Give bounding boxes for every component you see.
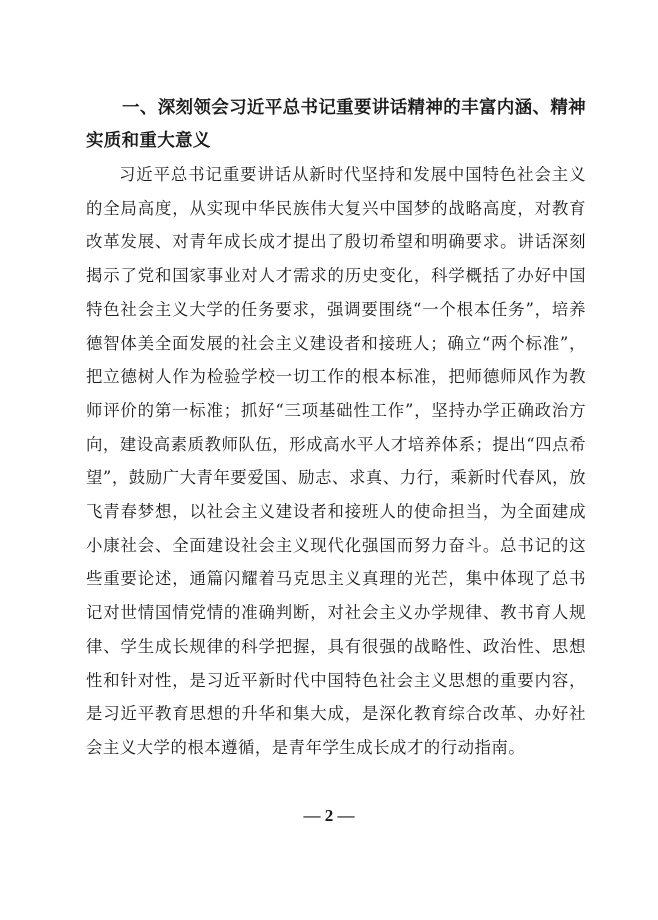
page-number: — 2 — [303,806,355,825]
document-body [86,92,586,765]
section-heading: 一、深刻领会习近平总书记重要讲话精神的丰富内涵、精神实质和重大意义 [86,98,586,151]
body-paragraph: 习近平总书记重要讲话从新时代坚持和发展中国特色社会主义的全局高度，从实现中华民族伟大复兴中国梦的战略高度，对教育改革发展、对青年成长成才提出了殷切希望和明确要求。讲话深刻揭示了党和国家事业对人才需求的历史变化，科学概括了办好中国特色社会主义大学的任务要求，强调要围绕“一个根本任务”，培养德智体美全面发展的社会主义建设者和接班人；确立“两个标准”，把立德树人作为检验学校一切工作的根本标准，把师德师风作为教师评价的第一标准；抓好“三项基础性工作”，坚持办学正确政治方向，建设高素质教师队伍，形成高水平人才培养体系；提出“四点希望”，鼓励广大青年要爱国、励志、求真、力行，乘新时代春风，放飞青春梦想，以社会主义建设者和接班人的使命担当，为全面建成小康社会、全面建设社会主义现代化强国而努力奋斗。总书记的这些重要论述，通篇闪耀着马克思主义真理的光芒，集中体现了总书记对世情国情党情的准确判断，对社会主义办学规律、教书育人规律、学生成长规律的科学把握，具有很强的战略性、政治性、思想性和针对性，是习近平新时代中国特色社会主义思想的重要内容，是习近平教育思想的升华和集大成，是深化教育综合改革、办好社会主义大学的根本遵循，是青年学生成长成才的行动指南。 [86,165,586,757]
